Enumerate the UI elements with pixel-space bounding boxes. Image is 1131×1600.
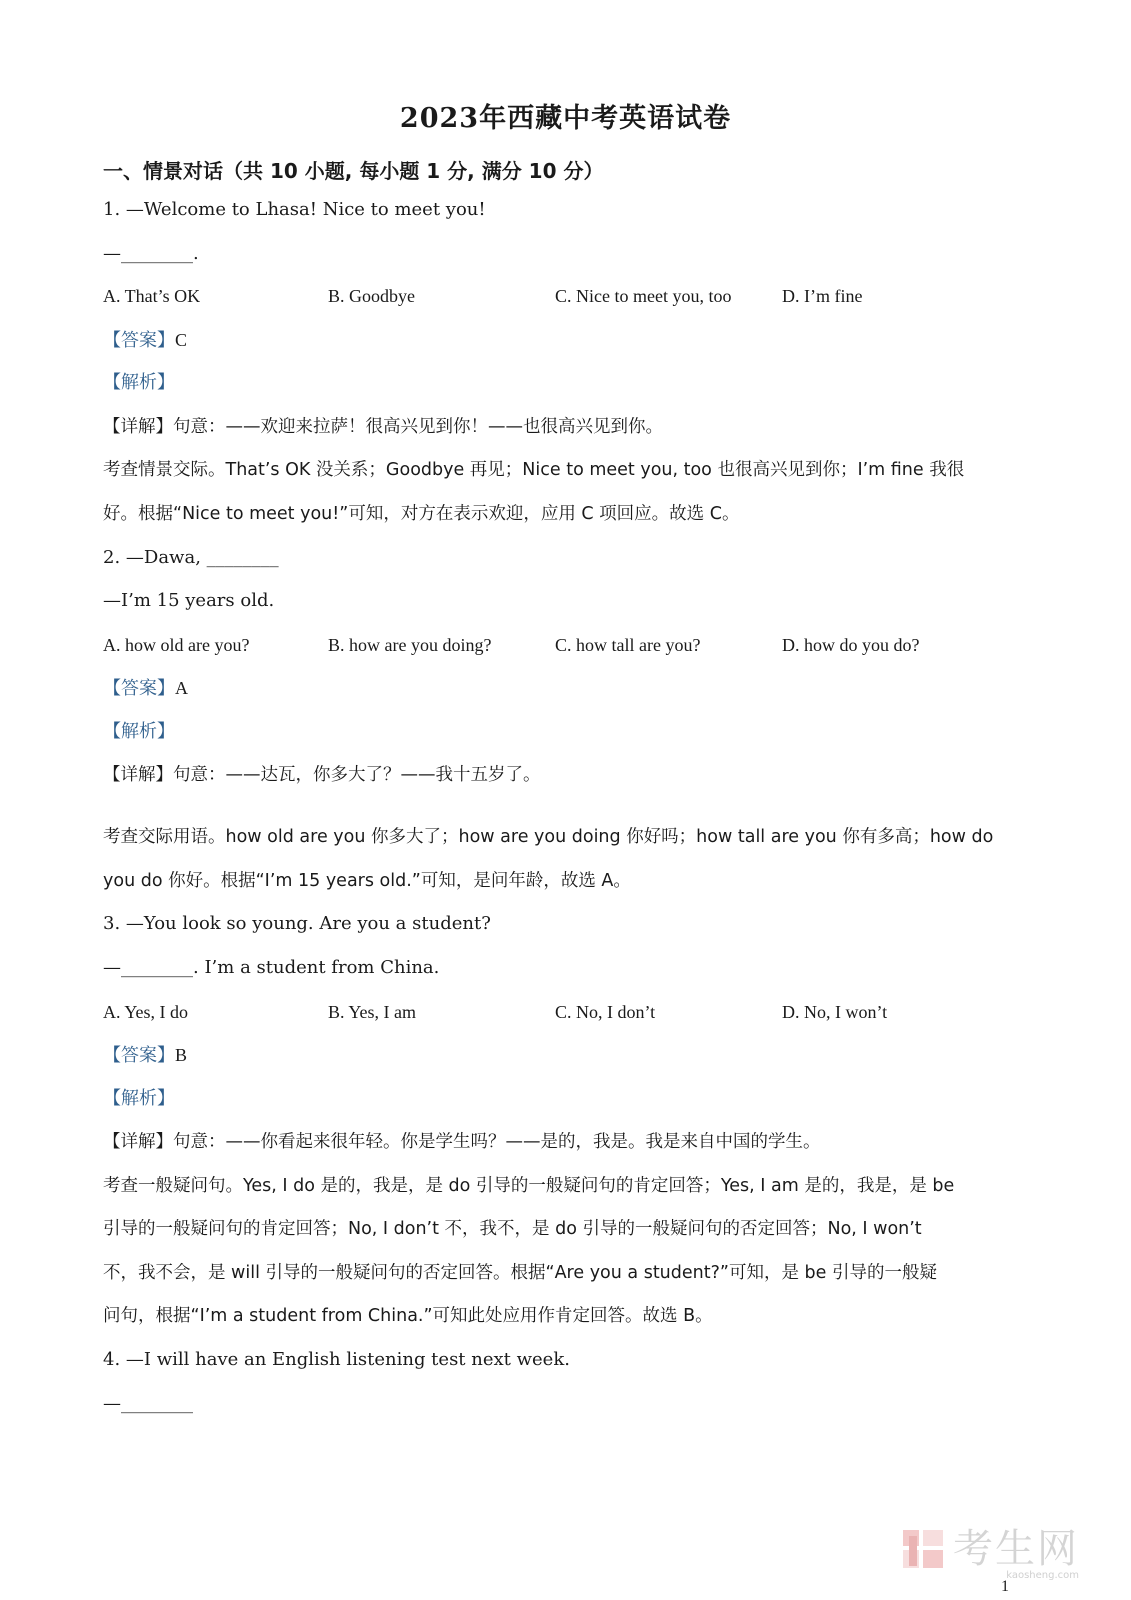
question-1-reply: —________.	[103, 243, 199, 264]
question-4-reply: —________	[103, 1393, 193, 1414]
question-2-explanation-1: 考查交际用语。how old are you 你多大了；how are you doing 你好吗；how tall are you 你有多高；how do	[103, 827, 994, 847]
question-2-explanation-2: you do 你好。根据“I’m 15 years old.”可知，是问年龄，故选 A。	[103, 871, 631, 891]
question-3-analysis	[103, 1086, 175, 1112]
detail-label: 【详解】	[103, 1132, 173, 1152]
question-4-stem: 4. —I will have an English listening test next week.	[103, 1349, 570, 1370]
detail-text: 句意：——你看起来很年轻。你是学生吗？——是的，我是。我是来自中国的学生。	[173, 1132, 821, 1152]
detail-label: 【详解】	[103, 765, 173, 785]
watermark-text: 考生网	[953, 1526, 1079, 1572]
watermark-subtext: kaosheng.com	[1006, 1570, 1079, 1581]
watermark-logo-icon	[901, 1528, 945, 1570]
detail-label: 【详解】	[103, 417, 173, 437]
question-3-stem: 3. —You look so young. Are you a student?	[103, 913, 491, 934]
answer-label: 【答案】	[103, 678, 175, 699]
question-3-option-a: A. Yes, I do	[103, 1002, 189, 1022]
answer-label: 【答案】	[103, 1045, 175, 1066]
question-3-option-d: D. No, I won’t	[782, 1002, 888, 1022]
watermark	[901, 1526, 1079, 1581]
question-3-answer	[103, 1042, 187, 1069]
question-2-analysis	[103, 719, 175, 745]
page-title: 2023年西藏中考英语试卷	[399, 103, 732, 134]
answer-value: A	[175, 678, 188, 698]
question-2-option-d: D. how do you do?	[782, 635, 920, 655]
analysis-label: 【解析】	[103, 721, 175, 742]
question-1-option-b: B. Goodbye	[328, 286, 415, 306]
analysis-label: 【解析】	[103, 372, 175, 393]
answer-value: C	[175, 330, 188, 350]
question-1-option-c: C. Nice to meet you, too	[555, 286, 732, 306]
page-number: 1	[1001, 1578, 1009, 1595]
question-2-detail	[103, 762, 541, 788]
question-3-explanation-3: 不，我不会，是 will 引导的一般疑问句的否定回答。根据“Are you a student?”可知，是 be 引导的一般疑	[103, 1263, 937, 1283]
question-1-option-d: D. I’m fine	[782, 286, 863, 306]
question-1-stem: 1. —Welcome to Lhasa! Nice to meet you!	[103, 199, 486, 220]
question-3-detail	[103, 1129, 821, 1155]
question-2-option-c: C. how tall are you?	[555, 635, 701, 655]
question-3-explanation-1: 考查一般疑问句。Yes, I do 是的，我是，是 do 引导的一般疑问句的肯定回答；Yes, I am 是的，我是，是 be	[103, 1176, 955, 1196]
answer-value: B	[175, 1045, 188, 1065]
question-3-explanation-2: 引导的一般疑问句的肯定回答；No, I don’t 不，我不，是 do 引导的一般疑问句的否定回答；No, I won’t	[103, 1219, 922, 1239]
answer-label: 【答案】	[103, 330, 175, 351]
detail-text: 句意：——欢迎来拉萨！很高兴见到你！——也很高兴见到你。	[173, 417, 663, 437]
question-2-stem: 2. —Dawa, ________	[103, 547, 279, 568]
question-1-option-a: A. That’s OK	[103, 286, 201, 306]
section-heading: 一、情景对话（共 10 小题, 每小题 1 分, 满分 10 分）	[103, 159, 604, 183]
analysis-label: 【解析】	[103, 1088, 175, 1109]
question-1-answer	[103, 327, 187, 354]
question-2-option-b: B. how are you doing?	[328, 635, 492, 655]
question-1-detail	[103, 414, 663, 440]
detail-text: 句意：——达瓦，你多大了？——我十五岁了。	[173, 765, 541, 785]
question-2-reply: —I’m 15 years old.	[103, 590, 275, 611]
question-3-option-c: C. No, I don’t	[555, 1002, 656, 1022]
question-1-analysis	[103, 370, 175, 396]
question-3-reply: —________. I’m a student from China.	[103, 957, 440, 978]
question-2-option-a: A. how old are you?	[103, 635, 250, 655]
question-3-explanation-4: 问句，根据“I’m a student from China.”可知此处应用作肯定回答。故选 B。	[103, 1306, 713, 1326]
question-3-option-b: B. Yes, I am	[328, 1002, 417, 1022]
question-1-explanation-2: 好。根据“Nice to meet you!”可知，对方在表示欢迎，应用 C 项回应。故选 C。	[103, 504, 740, 524]
question-2-answer	[103, 675, 188, 702]
question-1-explanation-1: 考查情景交际。That’s OK 没关系；Goodbye 再见；Nice to meet you, too 也很高兴见到你；I’m fine 我很	[103, 460, 965, 480]
